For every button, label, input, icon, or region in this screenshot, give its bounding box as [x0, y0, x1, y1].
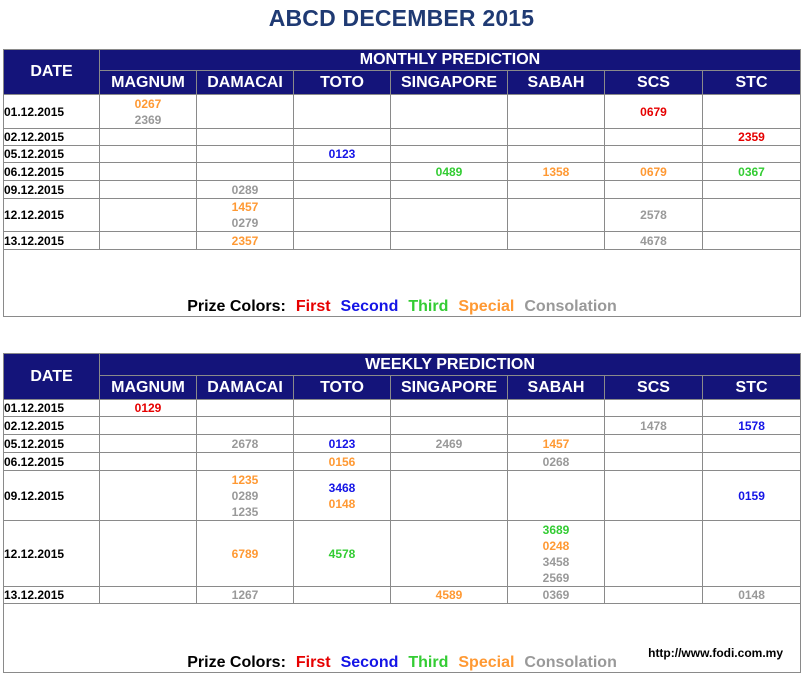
- prediction-cell: [294, 95, 391, 129]
- prediction-cell: [100, 453, 197, 471]
- prediction-number: 0248: [542, 538, 570, 553]
- prediction-number: 1235: [231, 472, 259, 487]
- prediction-cell: [197, 521, 294, 587]
- prediction-cell: [100, 435, 197, 453]
- prediction-number: 0369: [542, 588, 570, 602]
- prediction-cell: [605, 95, 703, 129]
- prediction-cell: [508, 129, 605, 146]
- prediction-number: 0679: [640, 164, 667, 179]
- prediction-number: 0367: [738, 164, 765, 179]
- prediction-number: 0289: [231, 488, 259, 503]
- prediction-cell: [508, 232, 605, 250]
- prediction-cell: [605, 400, 703, 417]
- column-header-stc: STC: [703, 376, 801, 400]
- row-date: 06.12.2015: [4, 163, 100, 181]
- prediction-cell: [197, 129, 294, 146]
- prediction-number: 0267: [134, 96, 162, 111]
- prediction-cell: [294, 146, 391, 163]
- row-date: 01.12.2015: [4, 400, 100, 417]
- table-row: [4, 199, 801, 232]
- prediction-cell: [605, 521, 703, 587]
- prediction-cell: [294, 163, 391, 181]
- prediction-cell: [294, 587, 391, 604]
- table-row: [4, 453, 801, 471]
- prediction-cell: [391, 129, 508, 146]
- column-header-damacai: DAMACAI: [197, 376, 294, 400]
- prediction-cell: [100, 417, 197, 435]
- row-date: 13.12.2015: [4, 232, 100, 250]
- prediction-cell: [100, 232, 197, 250]
- prediction-number: 2369: [134, 112, 162, 127]
- prediction-cell: [508, 181, 605, 199]
- prediction-number: 3458: [542, 554, 570, 569]
- column-header-toto: TOTO: [294, 376, 391, 400]
- prediction-number: 1578: [738, 418, 765, 433]
- prediction-cell: [197, 232, 294, 250]
- legend-special: Special: [458, 654, 515, 671]
- prediction-cell: [100, 163, 197, 181]
- prediction-cell: [294, 435, 391, 453]
- prediction-number: 1457: [231, 200, 259, 214]
- prediction-cell: [391, 400, 508, 417]
- prediction-cell: [100, 129, 197, 146]
- prediction-cell: [703, 232, 801, 250]
- row-date: 12.12.2015: [4, 521, 100, 587]
- prediction-cell: [294, 181, 391, 199]
- table-row: [4, 417, 801, 435]
- table-row: [4, 521, 801, 587]
- row-date: 12.12.2015: [4, 199, 100, 232]
- column-header-magnum: MAGNUM: [100, 376, 197, 400]
- prediction-cell: [605, 146, 703, 163]
- legend-first: First: [295, 654, 331, 671]
- column-header-damacai: DAMACAI: [197, 71, 294, 95]
- prediction-cell: [197, 163, 294, 181]
- prediction-cell: [605, 435, 703, 453]
- prediction-cell: [294, 521, 391, 587]
- prediction-cell: [703, 181, 801, 199]
- prediction-number: 0123: [328, 436, 356, 451]
- prediction-number: 0123: [328, 147, 356, 161]
- prediction-cell: [508, 400, 605, 417]
- prediction-number: 1235: [231, 504, 259, 519]
- prediction-cell: [605, 587, 703, 604]
- prediction-cell: [508, 435, 605, 453]
- page-title: ABCD DECEMBER 2015: [268, 5, 535, 31]
- prediction-cell: [605, 232, 703, 250]
- prediction-number: 2578: [640, 208, 667, 222]
- prediction-cell: [391, 199, 508, 232]
- prediction-number: 3689: [542, 522, 570, 537]
- prediction-cell: [703, 95, 801, 129]
- row-date: 01.12.2015: [4, 95, 100, 129]
- row-date: 13.12.2015: [4, 587, 100, 604]
- prediction-number: 3468: [328, 480, 356, 495]
- prediction-number: 0268: [542, 454, 570, 469]
- prediction-cell: [703, 453, 801, 471]
- table-row: [4, 587, 801, 604]
- prediction-number: 0148: [738, 588, 765, 602]
- weekly-banner: WEEKLY PREDICTION: [100, 354, 801, 376]
- prediction-cell: [294, 417, 391, 435]
- prediction-number: 1358: [542, 164, 570, 179]
- prediction-number: 2569: [542, 570, 570, 585]
- prediction-number: 2359: [738, 130, 765, 144]
- prediction-cell: [100, 146, 197, 163]
- column-header-scs: SCS: [605, 71, 703, 95]
- prediction-cell: [197, 471, 294, 521]
- prediction-cell: [703, 417, 801, 435]
- row-date: 09.12.2015: [4, 181, 100, 199]
- row-date: 05.12.2015: [4, 146, 100, 163]
- column-header-toto: TOTO: [294, 71, 391, 95]
- prediction-cell: [508, 471, 605, 521]
- prediction-cell: [197, 435, 294, 453]
- prediction-cell: [294, 471, 391, 521]
- row-date: 05.12.2015: [4, 435, 100, 453]
- prediction-cell: [703, 587, 801, 604]
- prediction-cell: [508, 587, 605, 604]
- prediction-cell: [197, 587, 294, 604]
- date-header: DATE: [4, 50, 100, 95]
- prediction-cell: [391, 587, 508, 604]
- prediction-cell: [391, 471, 508, 521]
- table-row: [4, 129, 801, 146]
- weekly-prediction-table: [3, 353, 801, 673]
- prediction-cell: [100, 95, 197, 129]
- prediction-number: 0289: [231, 182, 259, 197]
- prediction-number: 1478: [640, 418, 667, 433]
- prediction-number: 4578: [328, 546, 356, 561]
- prediction-cell: [100, 587, 197, 604]
- legend-first: First: [295, 298, 331, 315]
- prediction-cell: [294, 453, 391, 471]
- prediction-cell: [391, 95, 508, 129]
- prediction-number: 0489: [435, 164, 463, 179]
- prediction-cell: [508, 146, 605, 163]
- prediction-cell: [294, 129, 391, 146]
- prediction-cell: [294, 400, 391, 417]
- prediction-cell: [508, 521, 605, 587]
- column-header-singapore: SINGAPORE: [391, 71, 508, 95]
- prediction-cell: [508, 453, 605, 471]
- prediction-cell: [703, 400, 801, 417]
- prediction-cell: [100, 181, 197, 199]
- prediction-number: 0679: [640, 104, 667, 119]
- prediction-number: 0129: [134, 401, 162, 415]
- prediction-number: 0156: [328, 454, 356, 469]
- legend-label: Prize Colors:: [187, 654, 286, 671]
- prediction-number: 2469: [435, 436, 463, 451]
- prediction-cell: [703, 521, 801, 587]
- prediction-cell: [294, 232, 391, 250]
- legend-label: Prize Colors:: [187, 298, 286, 315]
- prediction-cell: [605, 129, 703, 146]
- prediction-number: 2678: [231, 436, 259, 451]
- table-row: [4, 400, 801, 417]
- column-header-sabah: SABAH: [508, 71, 605, 95]
- prediction-number: 0159: [738, 488, 765, 503]
- prediction-number: 2357: [231, 233, 259, 248]
- monthly-prediction-table: [3, 49, 801, 317]
- column-header-sabah: SABAH: [508, 376, 605, 400]
- monthly-banner: MONTHLY PREDICTION: [100, 50, 801, 71]
- legend-special: Special: [458, 298, 515, 315]
- prediction-cell: [605, 417, 703, 435]
- prediction-cell: [391, 435, 508, 453]
- table-row: [4, 435, 801, 453]
- legend-third: Third: [408, 298, 449, 315]
- row-date: 06.12.2015: [4, 453, 100, 471]
- prediction-number: 1267: [231, 588, 259, 602]
- prediction-cell: [294, 199, 391, 232]
- prediction-cell: [197, 417, 294, 435]
- prediction-number: 1457: [542, 436, 570, 451]
- prediction-cell: [703, 199, 801, 232]
- prediction-number: 0279: [231, 216, 259, 230]
- weekly-legend: [4, 604, 801, 673]
- prediction-cell: [391, 453, 508, 471]
- legend-consolation: Consolation: [524, 654, 617, 671]
- table-row: [4, 163, 801, 181]
- prediction-cell: [391, 146, 508, 163]
- prediction-cell: [605, 181, 703, 199]
- prediction-number: 4678: [640, 233, 667, 248]
- prediction-cell: [197, 199, 294, 232]
- prediction-cell: [100, 199, 197, 232]
- prediction-cell: [508, 95, 605, 129]
- prediction-cell: [703, 146, 801, 163]
- column-header-magnum: MAGNUM: [100, 71, 197, 95]
- prediction-cell: [605, 453, 703, 471]
- prediction-cell: [197, 400, 294, 417]
- row-date: 02.12.2015: [4, 417, 100, 435]
- prediction-cell: [605, 163, 703, 181]
- prediction-number: 0148: [328, 496, 356, 511]
- table-row: [4, 471, 801, 521]
- prediction-cell: [391, 181, 508, 199]
- prediction-cell: [703, 471, 801, 521]
- prediction-cell: [391, 521, 508, 587]
- prediction-cell: [508, 199, 605, 232]
- legend-third: Third: [408, 654, 449, 671]
- monthly-legend: [4, 250, 801, 317]
- column-header-scs: SCS: [605, 376, 703, 400]
- prediction-cell: [100, 400, 197, 417]
- footer-url: http://www.fodi.com.my: [648, 646, 783, 660]
- table-row: [4, 146, 801, 163]
- date-header: DATE: [4, 354, 100, 400]
- table-row: [4, 181, 801, 199]
- prediction-cell: [197, 95, 294, 129]
- prediction-cell: [605, 199, 703, 232]
- prediction-number: 4589: [435, 588, 463, 602]
- prediction-cell: [100, 471, 197, 521]
- prediction-cell: [197, 453, 294, 471]
- prediction-cell: [391, 232, 508, 250]
- prediction-cell: [703, 129, 801, 146]
- prediction-cell: [508, 417, 605, 435]
- prediction-cell: [703, 435, 801, 453]
- table-row: [4, 232, 801, 250]
- prediction-number: 6789: [231, 546, 259, 561]
- legend-consolation: Consolation: [524, 298, 617, 315]
- table-row: [4, 95, 801, 129]
- prediction-cell: [197, 146, 294, 163]
- prediction-cell: [391, 417, 508, 435]
- prediction-cell: [100, 521, 197, 587]
- prediction-cell: [508, 163, 605, 181]
- legend-second: Second: [340, 654, 399, 671]
- prediction-cell: [197, 181, 294, 199]
- legend-second: Second: [340, 298, 399, 315]
- prediction-cell: [703, 163, 801, 181]
- column-header-stc: STC: [703, 71, 801, 95]
- row-date: 02.12.2015: [4, 129, 100, 146]
- prediction-cell: [605, 471, 703, 521]
- column-header-singapore: SINGAPORE: [391, 376, 508, 400]
- prediction-cell: [391, 163, 508, 181]
- row-date: 09.12.2015: [4, 471, 100, 521]
